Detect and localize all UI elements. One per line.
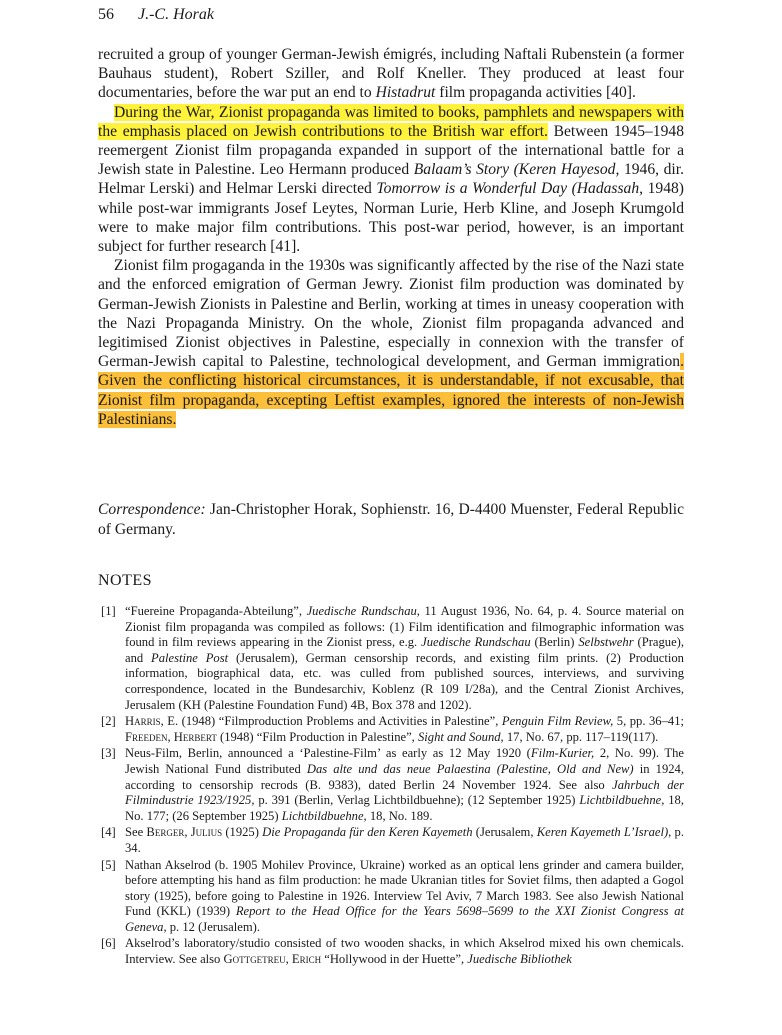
text-run: “Fuereine Propaganda-Abteilung”, (125, 604, 307, 618)
italic-text: Sight and Sound, (417, 729, 504, 744)
text-run: 17, No. 67, pp. 117–119(117). (503, 729, 659, 744)
paragraph-1 (98, 45, 684, 103)
note-item (98, 825, 684, 856)
text-run: [4] (101, 825, 116, 840)
text-run: Akselrod’s laboratory/studio consisted of two wooden shacks, in which Akselrod mixed his own chemicals. Interview. See also (125, 936, 684, 967)
text-run: [3] (101, 746, 116, 761)
text-run: 5, pp. 36–41; (613, 714, 684, 729)
italic-text: Report to the Head Office for the Years 5698–5699 to the XXI Zionist Congress at Geneva, (125, 904, 685, 934)
italic-text: Lichtbildbuehne, (281, 808, 367, 823)
italic-text: Die Propaganda für den Keren Kayemeth (262, 825, 473, 840)
text-run: [6] (101, 936, 116, 951)
text-run: film propaganda activities [40]. (435, 84, 636, 102)
text-run: (1925) (222, 825, 263, 840)
running-head-author: J.-C. Horak (138, 6, 214, 23)
text-run: (1948) “Filmproduction Problems and Activities in Palestine”, (178, 714, 502, 729)
text-run: 1948) while post-war immigrants Josef Leytes, Norman Lurie, Herb Kline, and Joseph Krumgold were to make major film contributions. This post-war period, however, is an important subject for further research [41]. (98, 180, 684, 256)
note-item (98, 936, 684, 967)
italic-text: Lichtbildbuehne, (579, 793, 665, 808)
note-item (98, 604, 684, 713)
italic-text: Balaam’s Story (Keren Hayesod, (413, 161, 620, 179)
text-run: “Hollywood in der Huette”, (321, 952, 468, 967)
text-run: (1948) “Film Production in Palestine”, (216, 729, 418, 744)
text-run: [2] (101, 714, 116, 729)
text-run: 18, No. 189. (366, 808, 433, 823)
text-run: [5] (101, 857, 116, 872)
notes-list (98, 604, 684, 969)
text-run: in 1924, according to censorship recrods (B. 9383), dated Berlin 24 November 1924. See also (125, 761, 684, 792)
text-run: 18, No. 177; (26 September 1925) (125, 793, 684, 823)
paragraph-2 (98, 103, 684, 257)
italic-text: Das alte und das neue Palaestina (Palestine, Old and New) (306, 761, 634, 776)
italic-text: Juedische Rundschau, (306, 604, 420, 618)
running-head (98, 6, 214, 24)
paragraph-3 (98, 256, 684, 429)
text-run: Between 1945–1948 reemergent Zionist film propaganda expanded in support of the international battle for a Jewish state in Palestine. Leo Hermann produced (98, 122, 684, 179)
correspondence-label: Correspondence: (98, 501, 206, 518)
text-run: 11 August 1936, No. 64, p. 4. Source material on Zionist film propaganda was compiled as follows: (1) Film identification and filmographic information was found in film reviews appearing in the Zionist press, e.g. (125, 604, 684, 650)
note-item (98, 858, 684, 936)
italic-text: Tomorrow is a Wonderful Day (Hadassah, (376, 180, 644, 198)
text-run: , p. 34. (125, 825, 684, 855)
text-run: Freeden, Herbert (125, 729, 217, 744)
text-run: (Jerusalem), German censorship records, and existing film prints. (2) Production information, biographical data, etc. was culled from published sources, interviews, and surviving correspondence, located in the Bundesarchiv, Koblenz (R 109 I/28a), and the Central Zionist Archives, Jerusalem (KH (Palestine Foundation Fund) 4B, Box 378 and 1202). (125, 650, 684, 712)
body-text (98, 45, 684, 429)
italic-text: Jahrbuch der Filmindustrie 1923/1925 (125, 777, 684, 808)
italic-text: Selbstwehr (578, 635, 634, 650)
correspondence-text: Jan-Christopher Horak, Sophienstr. 16, D-4400 Muenster, Federal Republic of Germany. (98, 501, 684, 538)
highlight-orange[interactable]: . Given the conflicting historical circumstances, it is understandable, if not excusable, that Zionist film propaganda, excepting Leftist examples, ignored the interests of non-Jewish Palestinians. (98, 353, 684, 428)
page-number: 56 (98, 6, 114, 23)
text-run: 1946, dir. Helmar Lerski) and Helmar Lerski directed (98, 161, 684, 198)
italic-text: Juedische Bibliothek (467, 952, 572, 967)
text-run: Harris, E. (125, 714, 179, 729)
italic-text: Juedische Rundschau (421, 635, 531, 650)
text-run: 2, No. 99). The Jewish National Fund distributed (125, 746, 685, 776)
note-item (98, 714, 684, 745)
text-run: Neus-Film, Berlin, announced a ‘Palestine-Film’ as early as 12 May 1920 ( (125, 746, 531, 761)
italic-text: Keren Kayemeth L’Israel) (536, 825, 669, 840)
text-run: [1] (101, 604, 116, 618)
text-run: (Prague), and (125, 635, 685, 665)
correspondence (98, 500, 684, 540)
text-run: , p. 391 (Berlin, Verlag Lichtbildbuehne); (12 September 1925) (251, 793, 580, 808)
italic-text: Histadrut (375, 84, 436, 102)
text-run: Gottgetreu, Erich (223, 952, 322, 967)
text-run: recruited a group of younger German-Jewish émigrés, including Naftali Rubenstein (a former Bauhaus student), Robert Sziller, and Rolf Kneller. They produced at least four documentaries, before the war put an end to (98, 46, 684, 102)
text-run: Nathan Akselrod (b. 1905 Mohilev Province, Ukraine) worked as an optical lens grinder and camera builder, before attempting his hand as film production: he made Ukranian titles for Soviet films, then adapted a Gogol story (1925), before going to Palestine in 1926. Interview Tel Aviv, 7 March 1983. See also Jewish National Fund (KKL) (1939) (125, 857, 684, 919)
text-run: p. 12 (Jerusalem). (166, 919, 260, 934)
text-run: See (125, 825, 147, 840)
text-run: Berger, Julius (146, 825, 223, 840)
text-run: (Berlin) (530, 635, 579, 650)
note-item (98, 746, 684, 824)
notes-heading: NOTES (98, 572, 153, 589)
italic-text: Palestine Post (151, 650, 229, 665)
text-run: (Jerusalem, (472, 825, 537, 840)
italic-text: Penguin Film Review, (501, 714, 614, 729)
highlight-yellow[interactable]: During the War, Zionist propaganda was limited to books, pamphlets and newspapers with the emphasis placed on Jewish contributions to the British war effort. (98, 103, 684, 140)
italic-text: Film-Kurier, (530, 746, 595, 761)
text-run: Zionist film progaganda in the 1930s was significantly affected by the rise of the Nazi state and the enforced emigration of German Jewry. Zionist film production was dominated by German-Jewish Zionists in Palestine and Berlin, working at times in uneasy cooperation with the Nazi Propaganda Ministry. On the whole, Zionist film propaganda advanced and legitimised Zionist objectives in Palestine, especially in connexion with the transfer of German-Jewish capital to Palestine, technological development, and German immigration (98, 257, 684, 371)
